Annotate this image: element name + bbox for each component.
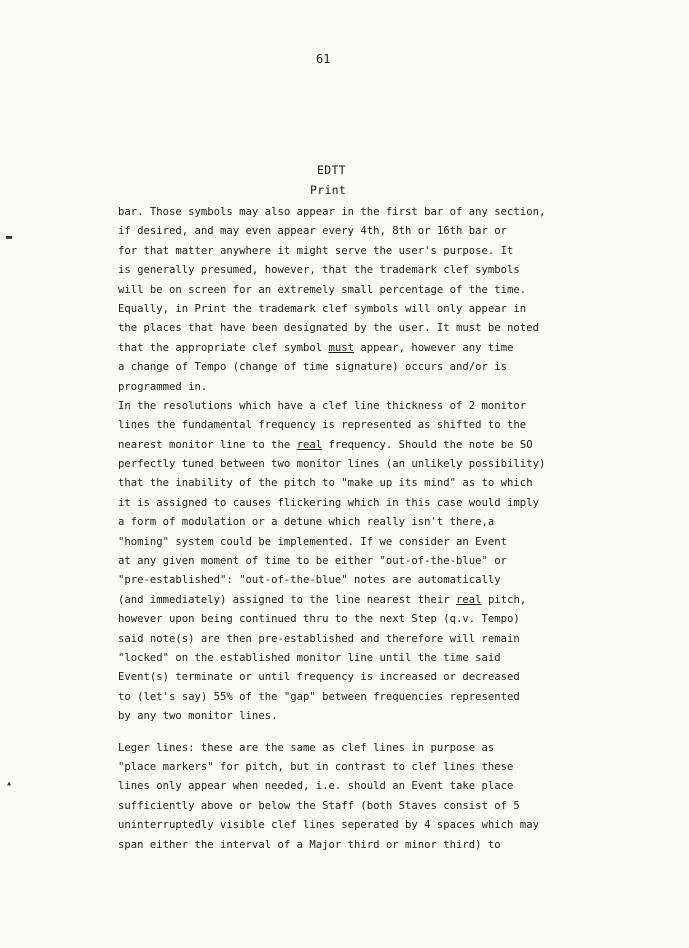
text-line: lines the fundamental frequency is represented as shifted to the [118, 419, 527, 432]
margin-mark: ▬ [6, 232, 13, 243]
text-line: by any two monitor lines. [118, 710, 278, 723]
text-line: said note(s) are then pre-established and therefore will remain [118, 632, 520, 645]
text-line: perfectly tuned between two monitor lines (an unlikely possibility) [118, 458, 546, 471]
body-text [118, 203, 588, 855]
text-line: that the inability of the pitch to "make up its mind" as to which [118, 477, 533, 490]
underlined-word: must [328, 341, 354, 354]
text-line: Leger lines: these are the same as clef lines in purpose as [118, 741, 495, 754]
text-line: if desired, and may even appear every 4th, 8th or 16th bar or [118, 225, 508, 238]
text-line: sufficiently above or below the Staff (both Staves consist of 5 [118, 799, 520, 812]
text-line: Event(s) terminate or until frequency is increased or decreased [118, 671, 520, 684]
text-line: the places that have been designated by the user. It must be noted [118, 322, 539, 335]
text-line: In the resolutions which have a clef line thickness of 2 monitor [118, 399, 527, 412]
text-line: will be on screen for an extremely small percentage of the time. [118, 283, 527, 296]
text-line: bar. Those symbols may also appear in the first bar of any section, [118, 206, 546, 218]
text-line: uninterruptedly visible clef lines seperated by 4 spaces which may [118, 819, 539, 832]
text-line: it is assigned to causes flickering which in this case would imply [118, 496, 539, 509]
page-subheading: Print [310, 183, 347, 197]
text-line: that the appropriate clef symbol must appear, however any time [118, 341, 514, 354]
underlined-word: real [296, 438, 323, 451]
text-line: programmed in. [118, 380, 208, 393]
page-heading: EDTT [317, 163, 346, 177]
text-line: (and immediately) assigned to the line nearest their real pitch, [118, 593, 527, 606]
text-line: span either the interval of a Major third or minor third) to [118, 838, 501, 851]
text-line: "locked" on the established monitor line until the time said [118, 651, 501, 664]
text-line: a change of Tempo (change of time signature) occurs and/or is [118, 361, 508, 374]
text-line: however upon being continued thru to the next Step (q.v. Tempo) [118, 613, 520, 626]
text-line: a form of modulation or a detune which really isn't there,a [118, 516, 495, 529]
text-line: "homing" system could be implemented. If we consider an Event [118, 535, 508, 548]
text-line: Equally, in Print the trademark clef symbols will only appear in [118, 302, 527, 315]
text-line: is generally presumed, however, that the trademark clef symbols [118, 264, 520, 277]
text-line: for that matter anywhere it might serve the user's purpose. It [118, 244, 514, 257]
margin-mark: ▴ [6, 778, 13, 789]
page-number: 61 [316, 52, 331, 66]
text-line: nearest monitor line to the real frequency. Should the note be SO [118, 438, 533, 451]
text-line: lines only appear when needed, i.e. should an Event take place [118, 780, 514, 793]
text-line: to (let's say) 55% of the "gap" between frequencies represented [118, 690, 520, 703]
text-line: "place markers" for pitch, but in contrast to clef lines these [118, 760, 514, 773]
text-line: "pre-established": "out-of-the-blue" notes are automatically [118, 574, 501, 587]
underlined-word: real [456, 593, 482, 606]
text-line: at any given moment of time to be either "out-of-the-blue" or [118, 555, 508, 568]
